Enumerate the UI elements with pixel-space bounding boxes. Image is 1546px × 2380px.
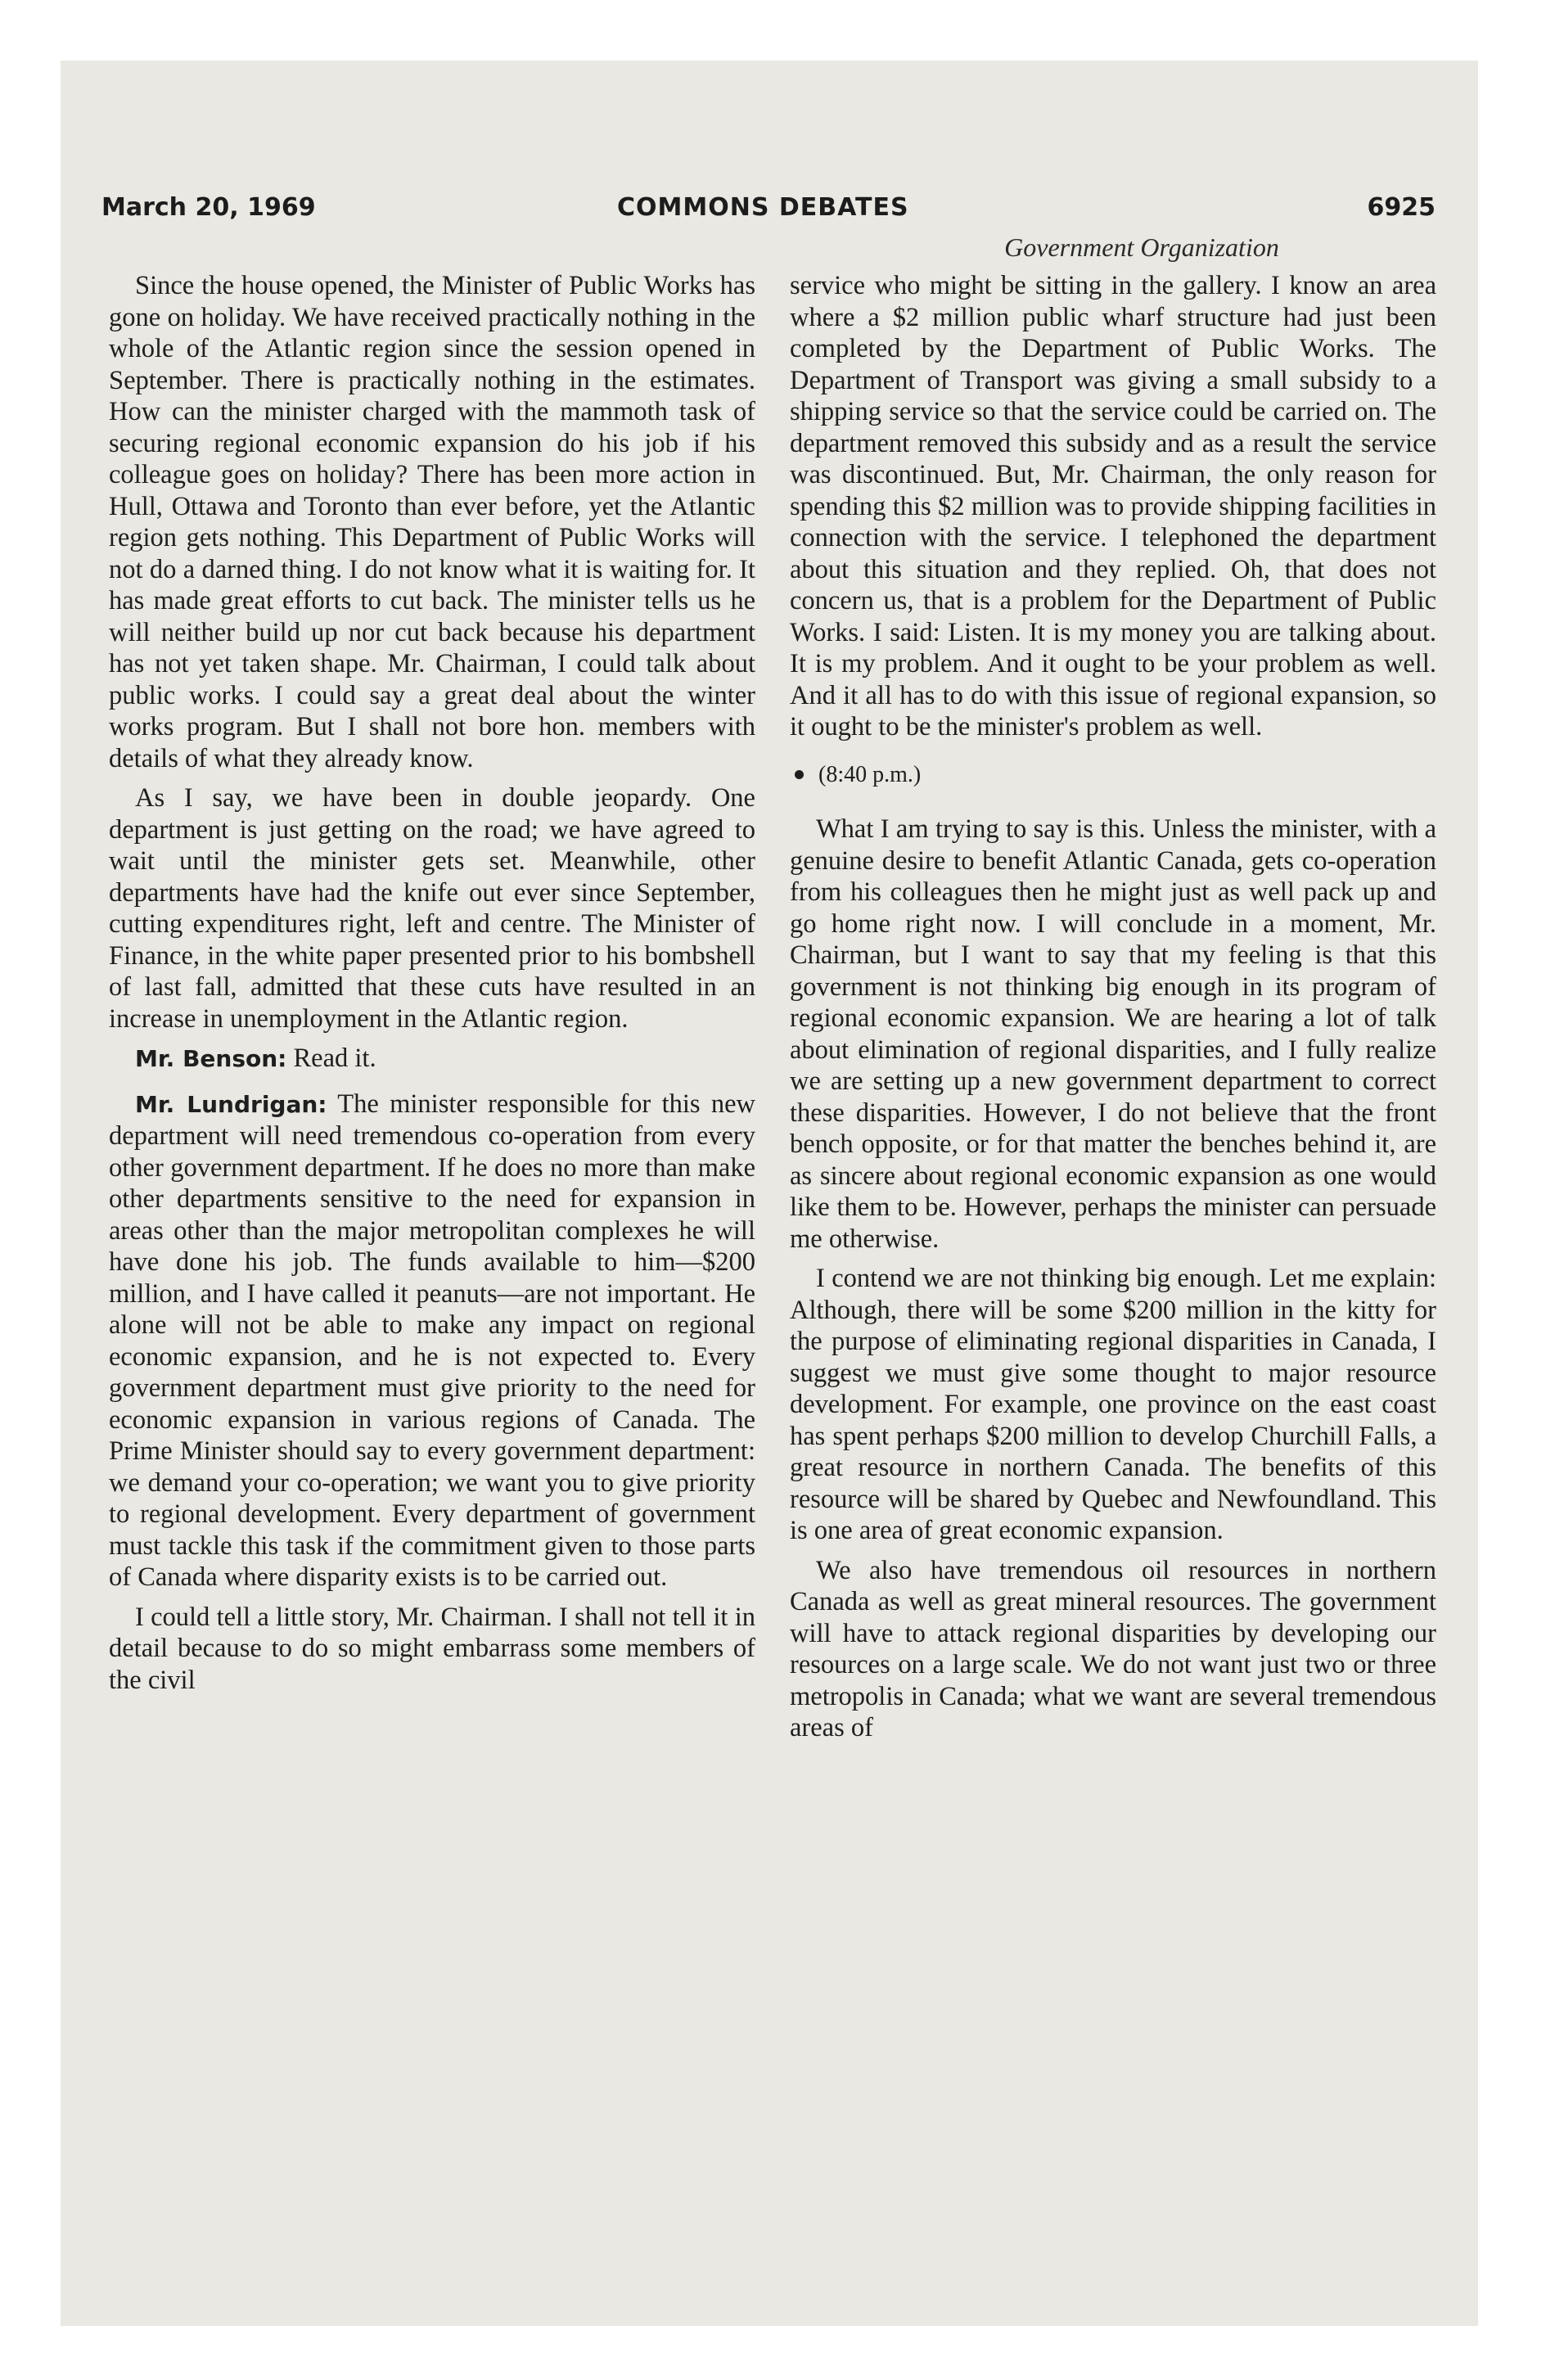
speaker-name: Mr. Benson:: [135, 1045, 287, 1072]
header-publication: COMMONS DEBATES: [617, 193, 909, 222]
paragraph: service who might be sitting in the gallery. I know an area where a $2 million public wharf structure had just been completed by the Department of Public Works. The Department of Transport was giving a small subsidy to a shipping service so that the service could be carried on. The department removed this subsidy and as a result the service was discontinued. But, Mr. Chairman, the only reason for spending this $2 million was to provide shipping facilities in connection with the service. I telephoned the department about this situation and they replied. Oh, that does not concern us, that is a problem for the Department of Public Works. I said: Listen. It is my money you are talking about. It is my problem. And it ought to be your problem as well. And it all has to do with this issue of regional expansion, so it ought to be the minister's problem as well.: [790, 271, 1436, 741]
speech-benson: [109, 1043, 755, 1075]
speech-text: Read it.: [286, 1044, 376, 1073]
bullet-icon: [795, 770, 804, 779]
time-marker: [790, 760, 1436, 791]
speech-text: The minister responsible for this new department will need tremendous co-operation from every other government department. If he does no more than make other departments sensitive to the need for expansion in areas other than the major metropolitan complexes he will have done his job. The funds available to him—$200 million, and I have called it peanuts—are not important. He alone will not be able to make any impact on regional economic expansion, and he is not expected to. Every government department must give priority to the need for economic expansion in various regions of Canada. The Prime Minister should say to every government department: we demand your co-operation; we want you to give priority to regional development. Every department of government must tackle this task if the commitment given to those parts of Canada where disparity exists is to be carried out.: [109, 1089, 756, 1592]
paragraph: As I say, we have been in double jeopardy. One department is just getting on the road; we have agreed to wait until the minister gets set. Meanwhile, other departments have had the knife out ever since September, cutting expenditures right, left and centre. The Minister of Finance, in the white paper presented prior to his bombshell of last fall, admitted that these cuts have resulted in an increase in unemployment in the Atlantic region.: [109, 783, 755, 1034]
paragraph: I could tell a little story, Mr. Chairman. I shall not tell it in detail because to do so might embarrass some members of the civil: [109, 1602, 755, 1695]
speech-lundrigan: [109, 1089, 755, 1593]
speaker-name: Mr. Lundrigan:: [135, 1090, 327, 1118]
time-marker-text: (8:40 p.m.): [818, 761, 922, 787]
paragraph: What I am trying to say is this. Unless the minister, with a genuine desire to benefit Atlantic Canada, gets co-operation from his colleagues then he might just as well pack up and go home right now. I will conclude in a moment, Mr. Chairman, but I want to say that my feeling is that this government is not thinking big enough in its program of regional economic expansion. We are hearing a lot of talk about elimination of regional disparities, and I fully realize we are setting up a new government department to correct these disparities. However, I do not believe that the front bench opposite, or for that matter the benches behind it, are as sincere about regional economic expansion as one would like them to be. However, perhaps the minister can persuade me otherwise.: [790, 814, 1436, 1254]
right-column: [790, 270, 1436, 1752]
header-date: March 20, 1969: [101, 193, 316, 222]
header-page-number: 6925: [1367, 193, 1436, 222]
left-column: [109, 270, 755, 1704]
paragraph: We also have tremendous oil resources in northern Canada as well as great mineral resources. The government will have to attack regional disparities by developing our resources on a large scale. We do not want just two or three metropolis in Canada; what we want are several tremendous areas of: [790, 1555, 1436, 1742]
paragraph: Since the house opened, the Minister of Public Works has gone on holiday. We have received practically nothing in the whole of the Atlantic region since the session opened in September. There is practically nothing in the estimates. How can the minister charged with the mammoth task of securing regional economic expansion do his job if his colleague goes on holiday? There has been more action in Hull, Ottawa and Toronto than ever before, yet the Atlantic region gets nothing. This Department of Public Works will not do a darned thing. I do not know what it is waiting for. It has made great efforts to cut back. The minister tells us he will neither build up nor cut back because his department has not yet taken shape. Mr. Chairman, I could talk about public works. I could say a great deal about the winter works program. But I shall not bore hon. members with details of what they already know.: [109, 271, 755, 773]
section-heading: Government Organization: [1004, 232, 1279, 262]
paragraph: I contend we are not thinking big enough. Let me explain: Although, there will be some $200 million in the kitty for the purpose of eliminating regional disparities in Canada, I suggest we must give some thought to major resource development. For example, one province on the east coast has spent perhaps $200 million to develop Churchill Falls, a great resource in northern Canada. The benefits of this resource will be shared by Quebec and Newfoundland. This is one area of great economic expansion.: [790, 1264, 1436, 1545]
page-header: [101, 193, 1436, 226]
